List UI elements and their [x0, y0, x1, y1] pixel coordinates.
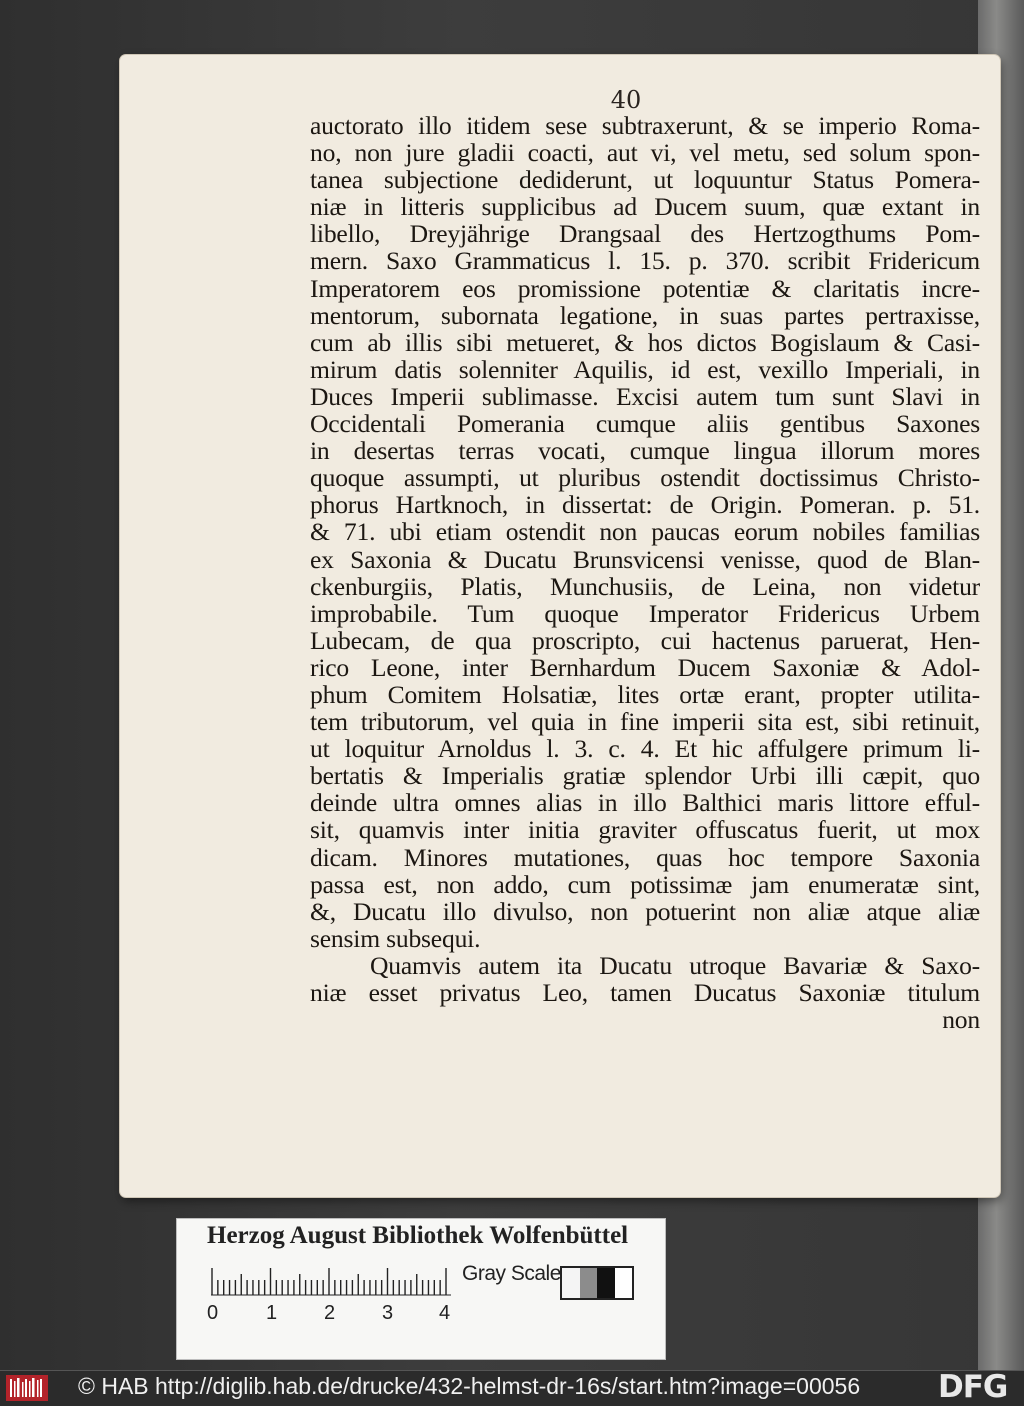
ruler-number: 3 [382, 1302, 394, 1324]
text-line: in desertas terras vocati, cumque lingua illorum mores [310, 436, 980, 466]
gray-patch [597, 1268, 615, 1298]
text-line: cum ab illis sibi metueret, & hos dictos Bogislaum & Casi- [310, 327, 980, 357]
text-line: Duces Imperii sublimasse. Excisi autem tum sunt Slavi in [310, 381, 980, 411]
text-line: no, non jure gladii coacti, aut vi, vel metu, sed solum spon- [310, 138, 980, 168]
text-line: deinde ultra omnes alias in illo Balthici maris littore efful- [310, 788, 980, 818]
text-line: passa est, non addo, cum potissimæ jam enumeratæ sint, [310, 869, 980, 899]
text-line: niæ esset privatus Leo, tamen Ducatus Saxoniæ titulum [310, 978, 980, 1007]
ruler-numbers [205, 1302, 455, 1328]
text-line: auctorato illo itidem sese subtraxerunt, & se imperio Roma- [310, 111, 980, 140]
catchword: non [942, 1005, 980, 1035]
text-line: tanea subjectione dediderunt, ut loquuntur Status Pomera- [310, 165, 980, 195]
text-line: &, Ducatu illo divulso, non potuerint non aliæ atque aliæ [310, 896, 980, 926]
library-name: Herzog August Bibliothek Wolfenbüttel [207, 1222, 629, 1249]
text-line: phorus Hartknoch, in dissertat: de Origin. Pomeran. p. 51. [310, 490, 980, 520]
dfg-logo: DFG [938, 1369, 1008, 1405]
text-line: mirum datis solenniter Aquilis, id est, vexillo Imperiali, in [310, 354, 980, 384]
text-line: phum Comitem Holsatiæ, lites ortæ erant, propter utilita- [310, 679, 980, 709]
text-line: rico Leone, inter Bernhardum Ducem Saxoniæ & Adol- [310, 652, 980, 682]
gray-patch [580, 1268, 598, 1298]
text-line: tem tributorum, vel quia in fine imperii sita est, sibi retinuit, [310, 707, 980, 737]
text-line: dicam. Minores mutationes, quas hoc tempore Saxonia [310, 842, 980, 872]
ruler-number: 4 [439, 1302, 451, 1324]
text-line: ex Saxonia & Ducatu Brunsvicensi venisse, quod de Blan- [310, 544, 980, 574]
text-line: ckenburgiis, Platis, Munchusiis, de Leina, non videtur [310, 571, 980, 601]
text-line: mern. Saxo Grammaticus l. 15. p. 370. scribit Fridericum [310, 246, 980, 276]
text-line: Quamvis autem ita Ducatu utroque Bavariæ & Saxo- [370, 950, 980, 980]
hab-barcode-icon [6, 1375, 48, 1401]
text-line: sit, quamvis inter initia graviter offuscatus fuerit, ut mox [310, 815, 980, 845]
ruler-number: 1 [266, 1302, 278, 1324]
text-line: niæ in litteris supplicibus ad Ducem suum, quæ extant in [310, 192, 980, 222]
footer-url[interactable]: © HAB http://diglib.hab.de/drucke/432-helmst-dr-16s/start.htm?image=00056 [78, 1373, 861, 1399]
text-line: Lubecam, de qua proscripto, cui hactenus paruerat, Hen- [310, 625, 980, 655]
text-line: Imperatorem eos promissione potentiæ & claritatis incre- [310, 273, 980, 303]
text-line: & 71. ubi etiam ostendit non paucas eorum nobiles familias [310, 517, 980, 547]
text-line: ut loquitur Arnoldus l. 3. c. 4. Et hic affulgere primum li- [310, 734, 980, 764]
ruler-scale [211, 1266, 451, 1296]
page-text [310, 112, 980, 1033]
gray-scale-label: Gray Scale [462, 1262, 561, 1285]
gray-scale-chart [560, 1266, 634, 1300]
gray-patch [615, 1268, 633, 1298]
text-line: libello, Dreyjährige Drangsaal des Hertzogthums Pom- [310, 219, 980, 249]
page-number: 40 [610, 86, 642, 114]
text-line: Occidentali Pomerania cumque aliis gentibus Saxones [310, 409, 980, 439]
ruler-number: 0 [207, 1302, 219, 1324]
ruler-number: 2 [324, 1302, 336, 1324]
text-line: sensim subsequi. [310, 923, 481, 953]
text-line: quoque assumpti, ut pluribus ostendit doctissimus Christo- [310, 463, 980, 493]
text-line: improbabile. Tum quoque Imperator Fridericus Urbem [310, 598, 980, 628]
text-line: mentorum, subornata legatione, in suas partes pertraxisse, [310, 300, 980, 330]
text-line: bertatis & Imperialis gratiæ splendor Urbi illi cæpit, quo [310, 761, 980, 791]
gray-patch [562, 1268, 580, 1298]
